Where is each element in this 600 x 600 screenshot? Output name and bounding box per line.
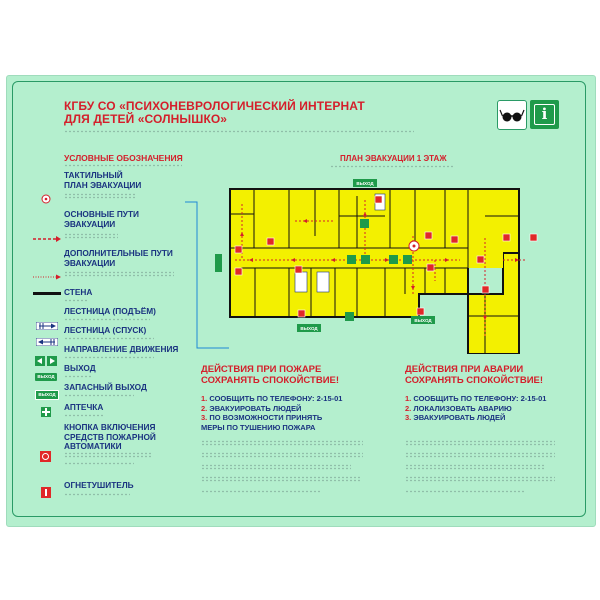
- accident-braille: [405, 490, 525, 493]
- info-icon: [530, 100, 559, 129]
- main-route-icon: [33, 229, 61, 235]
- exit-icon: ВЫХОД: [35, 373, 57, 381]
- emergency-exit-icon: ВЫХОД: [35, 390, 59, 400]
- accident-step-1: 1. СООБЩИТЬ ПО ТЕЛЕФОНУ: 2-15-01: [405, 394, 547, 403]
- fire-braille: [201, 440, 363, 446]
- legend-item-extra-route: ДОПОЛНИТЕЛЬНЫЕ ПУТИ ЭВАКУАЦИИ: [64, 248, 173, 268]
- title-braille: [64, 130, 414, 133]
- accident-title: ДЕЙСТВИЯ ПРИ АВАРИИ: [405, 364, 524, 375]
- extinguisher-icon: [41, 487, 51, 498]
- accident-actions: [405, 364, 546, 423]
- legend-braille: [64, 299, 88, 302]
- page-title: [64, 100, 365, 126]
- glasses-icon: [497, 100, 527, 130]
- legend-braille: [64, 318, 150, 321]
- tactile-plan-icon: [41, 191, 51, 201]
- accident-braille: [405, 476, 555, 482]
- info-symbol: i: [534, 104, 555, 125]
- legend-item-exit: ВЫХОД: [64, 363, 96, 373]
- legend-item-direction: НАПРАВЛЕНИЕ ДВИЖЕНИЯ: [64, 344, 179, 354]
- legend-braille: [64, 493, 130, 496]
- legend-braille: [64, 233, 118, 239]
- legend-heading: УСЛОВНЫЕ ОБОЗНАЧЕНИЯ: [64, 153, 183, 163]
- legend-item-stairs-up: ЛЕСТНИЦА (ПОДЪЁМ): [64, 306, 156, 316]
- first-aid-icon: [41, 407, 51, 417]
- fire-braille: [201, 476, 361, 482]
- evacuation-floor-plan: [185, 176, 560, 354]
- fire-button-icon: [40, 451, 51, 462]
- accident-braille: [405, 464, 545, 470]
- fire-subtitle: СОХРАНЯТЬ СПОКОЙСТВИЕ!: [201, 375, 340, 386]
- fire-title: ДЕЙСТВИЯ ПРИ ПОЖАРЕ: [201, 364, 322, 375]
- legend-braille: [64, 193, 136, 199]
- accident-subtitle: СОХРАНЯТЬ СПОКОЙСТВИЕ!: [405, 375, 544, 386]
- legend-braille: [64, 271, 174, 277]
- title-line-1: КГБУ СО «ПСИХОНЕВРОЛОГИЧЕСКИЙ ИНТЕРНАТ: [64, 99, 365, 113]
- fire-step-3-cont: МЕРЫ ПО ТУШЕНИЮ ПОЖАРА: [201, 422, 316, 432]
- legend-braille: [64, 337, 154, 340]
- accident-braille: [405, 440, 555, 446]
- wall-icon: [33, 292, 61, 295]
- fire-braille: [201, 464, 351, 470]
- fire-braille: [201, 490, 321, 493]
- legend-braille: [64, 452, 152, 458]
- plan-exit-sign-bottom-right: ВЫХОД: [414, 318, 432, 323]
- legend-braille: [64, 414, 104, 417]
- fire-step-1: 1. СООБЩИТЬ ПО ТЕЛЕФОНУ: 2-15-01: [201, 394, 343, 403]
- legend-braille: [64, 394, 134, 397]
- legend-heading-braille: [64, 164, 182, 167]
- legend-braille: [64, 375, 92, 378]
- legend-braille: [64, 356, 154, 359]
- fire-actions: [201, 364, 342, 432]
- accident-braille: [405, 452, 555, 458]
- fire-step-2: 2. ЭВАКУИРОВАТЬ ЛЮДЕЙ: [201, 403, 302, 413]
- plan-exit-sign-bottom: ВЫХОД: [300, 326, 318, 331]
- direction-icon: [35, 353, 57, 363]
- extra-route-icon: [33, 267, 61, 273]
- legend-item-tactile-plan: ТАКТИЛЬНЫЙ ПЛАН ЭВАКУАЦИИ: [64, 170, 142, 190]
- stairs-up-icon: [36, 317, 58, 325]
- legend-item-emergency-exit: ЗАПАСНЫЙ ВЫХОД: [64, 382, 147, 392]
- plan-title: ПЛАН ЭВАКУАЦИИ 1 ЭТАЖ: [340, 154, 447, 163]
- accident-step-3: 3. ЭВАКУИРОВАТЬ ЛЮДЕЙ: [405, 413, 506, 422]
- plan-exit-sign: ВЫХОД: [356, 181, 374, 186]
- legend-item-first-aid: АПТЕЧКА: [64, 402, 104, 412]
- title-line-2: ДЛЯ ДЕТЕЙ «СОЛНЫШКО»: [64, 112, 228, 126]
- legend-braille: [64, 462, 134, 465]
- stairs-down-icon: [36, 333, 58, 341]
- fire-braille: [201, 452, 363, 458]
- legend-item-extinguisher: ОГНЕТУШИТЕЛЬ: [64, 480, 134, 490]
- legend-item-fire-button: КНОПКА ВКЛЮЧЕНИЯ СРЕДСТВ ПОЖАРНОЙ АВТОМАТИКИ: [64, 422, 156, 451]
- legend-item-wall: СТЕНА: [64, 287, 93, 297]
- legend-item-main-route: ОСНОВНЫЕ ПУТИ ЭВАКУАЦИИ: [64, 209, 139, 229]
- plan-title-braille: [330, 165, 454, 168]
- fire-step-3: 3. ПО ВОЗМОЖНОСТИ ПРИНЯТЬ: [201, 413, 323, 422]
- legend-item-stairs-down: ЛЕСТНИЦА (СПУСК): [64, 325, 147, 335]
- accident-step-2: 2. ЛОКАЛИЗОВАТЬ АВАРИЮ: [405, 403, 512, 413]
